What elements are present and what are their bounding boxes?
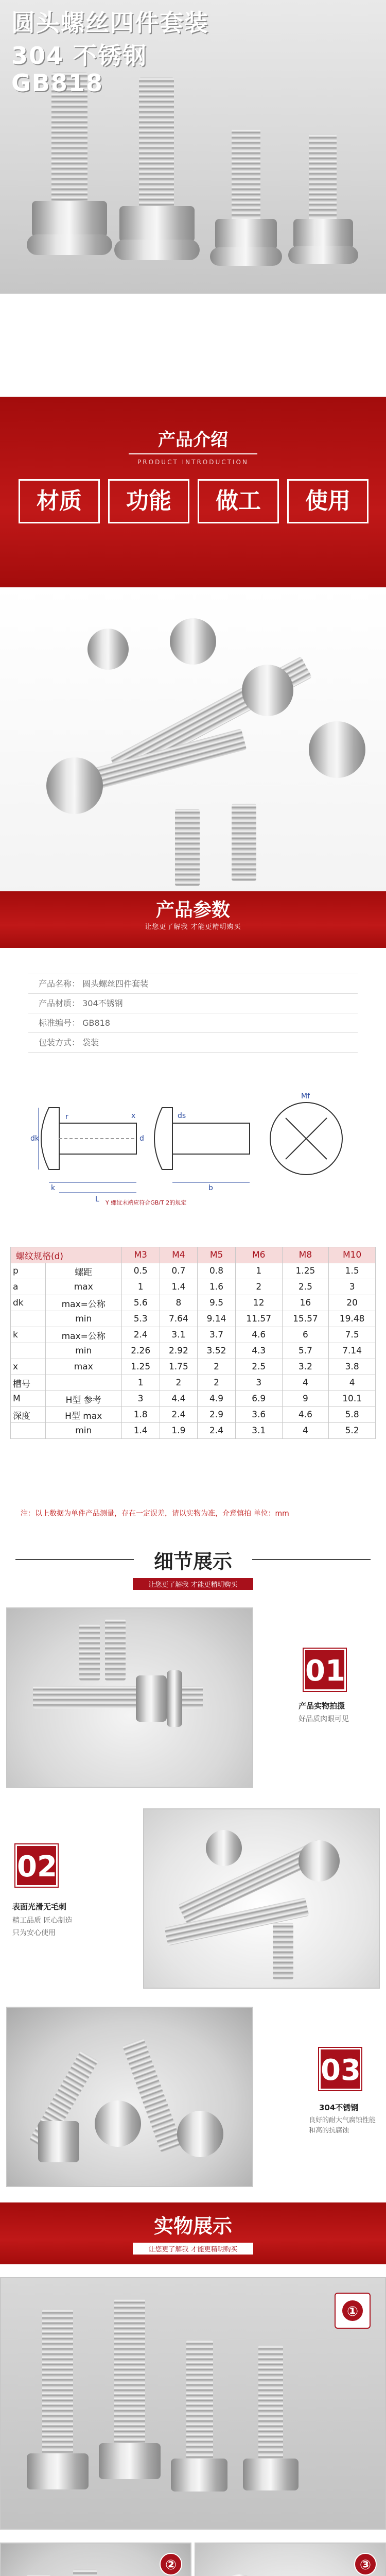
gallery-subtitle: 让您更了解我 才能更精明购买 — [133, 2243, 253, 2255]
table-cell: 4.6 — [282, 1407, 329, 1423]
scattered-screws-photo — [0, 587, 386, 896]
table-cell: 2.5 — [235, 1359, 282, 1375]
table-header: M8 — [282, 1247, 329, 1263]
feature-material: 材质 — [19, 479, 100, 523]
table-cell: min — [45, 1311, 121, 1327]
table-cell — [11, 1343, 46, 1359]
table-cell: 6.9 — [235, 1391, 282, 1407]
table-cell: 0.7 — [160, 1263, 198, 1279]
table-cell: 15.57 — [282, 1311, 329, 1327]
table-cell: 2.26 — [121, 1343, 160, 1359]
feature-function: 功能 — [108, 479, 189, 523]
table-cell: 2.4 — [160, 1407, 198, 1423]
label-x: x — [131, 1112, 136, 1120]
table-cell: dk — [11, 1295, 46, 1311]
table-cell: 3.6 — [235, 1407, 282, 1423]
table-cell: 16 — [282, 1295, 329, 1311]
table-cell: 7.5 — [329, 1327, 376, 1343]
intro-title: 产品介绍 — [158, 430, 228, 450]
details-title: 细节展示 — [153, 1550, 232, 1573]
detail-title-01: 产品实物拍摄 — [299, 1701, 345, 1710]
gallery-badge-2: ② — [160, 2553, 182, 2575]
hero-title-line1: 圆头螺丝四件套装 — [11, 9, 209, 37]
intro-subtitle: PRODUCT INTRODUCTION — [137, 459, 249, 466]
label-r: r — [65, 1113, 68, 1121]
table-row — [11, 1407, 376, 1423]
table-cell: 9.5 — [198, 1295, 236, 1311]
table-cell: 0.5 — [121, 1263, 160, 1279]
table-cell: 1.9 — [160, 1423, 198, 1439]
intro-divider — [129, 453, 257, 454]
table-cell: 19.48 — [329, 1311, 376, 1327]
table-cell: 槽号 — [11, 1375, 46, 1391]
feature-usage: 使用 — [287, 479, 369, 523]
table-cell: 5.7 — [282, 1343, 329, 1359]
table-cell: 4.3 — [235, 1343, 282, 1359]
table-cell: 深度 — [11, 1407, 46, 1423]
table-cell: 4 — [329, 1375, 376, 1391]
table-cell: 2.9 — [198, 1407, 236, 1423]
table-header: 螺纹规格(d) — [11, 1247, 122, 1263]
table-cell: 2.4 — [121, 1327, 160, 1343]
table-header: M6 — [235, 1247, 282, 1263]
detail-title-02: 表面光滑无毛刺 — [12, 1902, 67, 1911]
table-cell: 2.92 — [160, 1343, 198, 1359]
table-cell: 5.2 — [329, 1423, 376, 1439]
table-header: M3 — [121, 1247, 160, 1263]
table-cell: x — [11, 1359, 46, 1375]
table-row — [11, 1423, 376, 1439]
table-cell: 5.3 — [121, 1311, 160, 1327]
table-note: 注：以上数据为单件产品测量，存在一定误差，请以实物为准，介意慎拍 单位：mm — [21, 1510, 289, 1518]
table-cell: 7.64 — [160, 1311, 198, 1327]
table-cell: 2 — [160, 1375, 198, 1391]
table-cell: 1.75 — [160, 1359, 198, 1375]
table-row — [11, 1263, 376, 1279]
table-cell: max=公称 — [45, 1327, 121, 1343]
table-cell: 20 — [329, 1295, 376, 1311]
table-cell: 3.52 — [198, 1343, 236, 1359]
table-cell: 1 — [121, 1375, 160, 1391]
detail-title-03: 304不锈钢 — [319, 2103, 359, 2112]
table-cell: 8 — [160, 1295, 198, 1311]
gallery-header — [0, 2210, 386, 2255]
details-header — [0, 1546, 386, 1590]
table-cell: 2.4 — [198, 1423, 236, 1439]
gallery-badge-1: ① — [341, 2299, 364, 2322]
table-cell: 4 — [282, 1375, 329, 1391]
table-cell: 1 — [121, 1279, 160, 1295]
table-cell: 1 — [235, 1263, 282, 1279]
table-cell: min — [45, 1343, 121, 1359]
table-cell: 12 — [235, 1295, 282, 1311]
table-row — [11, 1311, 376, 1327]
table-cell — [45, 1375, 121, 1391]
table-cell: min — [45, 1423, 121, 1439]
table-cell: max=公称 — [45, 1295, 121, 1311]
table-cell: 1.4 — [121, 1423, 160, 1439]
table-row — [11, 1359, 376, 1375]
table-row — [11, 1279, 376, 1295]
table-cell: 6 — [282, 1327, 329, 1343]
table-cell: 9 — [282, 1391, 329, 1407]
gallery-badge-3: ③ — [354, 2553, 377, 2575]
detail-photo-1 — [6, 1607, 253, 1788]
table-cell: 4.6 — [235, 1327, 282, 1343]
table-cell: 5.8 — [329, 1407, 376, 1423]
table-cell: 3.2 — [282, 1359, 329, 1375]
details-subtitle: 让您更了解我 才能更精明购买 — [133, 1578, 253, 1590]
table-cell: 1.5 — [329, 1263, 376, 1279]
table-cell: max — [45, 1279, 121, 1295]
table-cell: k — [11, 1327, 46, 1343]
label-dk: dk — [30, 1134, 39, 1143]
table-cell — [11, 1311, 46, 1327]
table-row — [11, 1327, 376, 1343]
table-cell: 4.4 — [160, 1391, 198, 1407]
table-cell: H型 参考 — [45, 1391, 121, 1407]
spec-table — [10, 1247, 376, 1439]
table-cell: 0.8 — [198, 1263, 236, 1279]
detail-photo-2 — [143, 1808, 380, 1989]
detail-badge-02: 02 — [15, 1844, 58, 1887]
table-row — [11, 1343, 376, 1359]
info-row-name: 产品名称： 圆头螺丝四件套装 — [28, 974, 358, 994]
table-cell: 5.6 — [121, 1295, 160, 1311]
table-header: M5 — [198, 1247, 236, 1263]
table-cell: 1.6 — [198, 1279, 236, 1295]
table-cell: a — [11, 1279, 46, 1295]
detail-text-02: 精工品质 匠心制造 只为安心使用 — [12, 1917, 73, 1937]
info-row-standard: 标准编号： GB818 — [28, 1013, 358, 1033]
product-info-list — [28, 974, 358, 1053]
table-cell: M — [11, 1391, 46, 1407]
table-cell: 2.5 — [282, 1279, 329, 1295]
table-cell: 4 — [282, 1423, 329, 1439]
info-row-material: 产品材质： 304不锈钢 — [28, 994, 358, 1013]
info-row-packaging: 包装方式： 袋装 — [28, 1033, 358, 1053]
table-cell: 1.4 — [160, 1279, 198, 1295]
table-cell: 4.9 — [198, 1391, 236, 1407]
table-cell: 螺距 — [45, 1263, 121, 1279]
params-subtitle: 让您更了解我 才能更精明购买 — [145, 923, 241, 931]
table-cell: 2 — [198, 1375, 236, 1391]
table-row — [11, 1375, 376, 1391]
table-cell: 3.1 — [235, 1423, 282, 1439]
table-cell: 3 — [329, 1279, 376, 1295]
detail-badge-01: 01 — [304, 1649, 346, 1691]
detail-photo-3 — [6, 2007, 253, 2187]
table-header-row — [11, 1247, 376, 1263]
table-cell: 3 — [121, 1391, 160, 1407]
label-Mf: Mf — [301, 1092, 310, 1100]
table-cell — [11, 1423, 46, 1439]
label-ds: ds — [178, 1112, 186, 1120]
params-title: 产品参数 — [155, 900, 230, 921]
table-row — [11, 1391, 376, 1407]
hero-title-line3: GB818 — [11, 69, 103, 97]
diagram-caption: Y 螺纹末端应符合GB/T 2的规定 — [106, 1199, 187, 1206]
hero-title-line2: 304 不锈钢 — [11, 42, 148, 70]
table-header: M10 — [329, 1247, 376, 1263]
table-header: M4 — [160, 1247, 198, 1263]
table-cell: 3.8 — [329, 1359, 376, 1375]
label-d: d — [139, 1134, 144, 1143]
table-cell: 1.25 — [282, 1263, 329, 1279]
table-cell: 7.14 — [329, 1343, 376, 1359]
gallery-title: 实物展示 — [153, 2215, 232, 2238]
table-cell: 11.57 — [235, 1311, 282, 1327]
table-cell: 1.8 — [121, 1407, 160, 1423]
table-cell: 9.14 — [198, 1311, 236, 1327]
label-L: L — [95, 1195, 99, 1204]
detail-text-03: 良好的耐大气腐蚀性能 和高的抗腐蚀 — [309, 2116, 376, 2134]
table-cell: 3 — [235, 1375, 282, 1391]
table-cell: 10.1 — [329, 1391, 376, 1407]
detail-text-01: 好品质肉眼可见 — [299, 1715, 349, 1723]
table-row — [11, 1295, 376, 1311]
table-cell: max — [45, 1359, 121, 1375]
table-cell: p — [11, 1263, 46, 1279]
table-cell: 2 — [235, 1279, 282, 1295]
table-cell: 2 — [198, 1359, 236, 1375]
label-b: b — [208, 1184, 213, 1192]
table-cell: 3.1 — [160, 1327, 198, 1343]
table-cell: 3.7 — [198, 1327, 236, 1343]
gallery-photo-1 — [0, 2277, 386, 2530]
table-cell: 1.25 — [121, 1359, 160, 1375]
detail-badge-03: 03 — [319, 2048, 361, 2090]
table-cell: H型 max — [45, 1407, 121, 1423]
screw-dimension-diagram — [28, 1072, 358, 1206]
label-k: k — [51, 1184, 56, 1192]
feature-workmanship: 做工 — [198, 479, 279, 523]
